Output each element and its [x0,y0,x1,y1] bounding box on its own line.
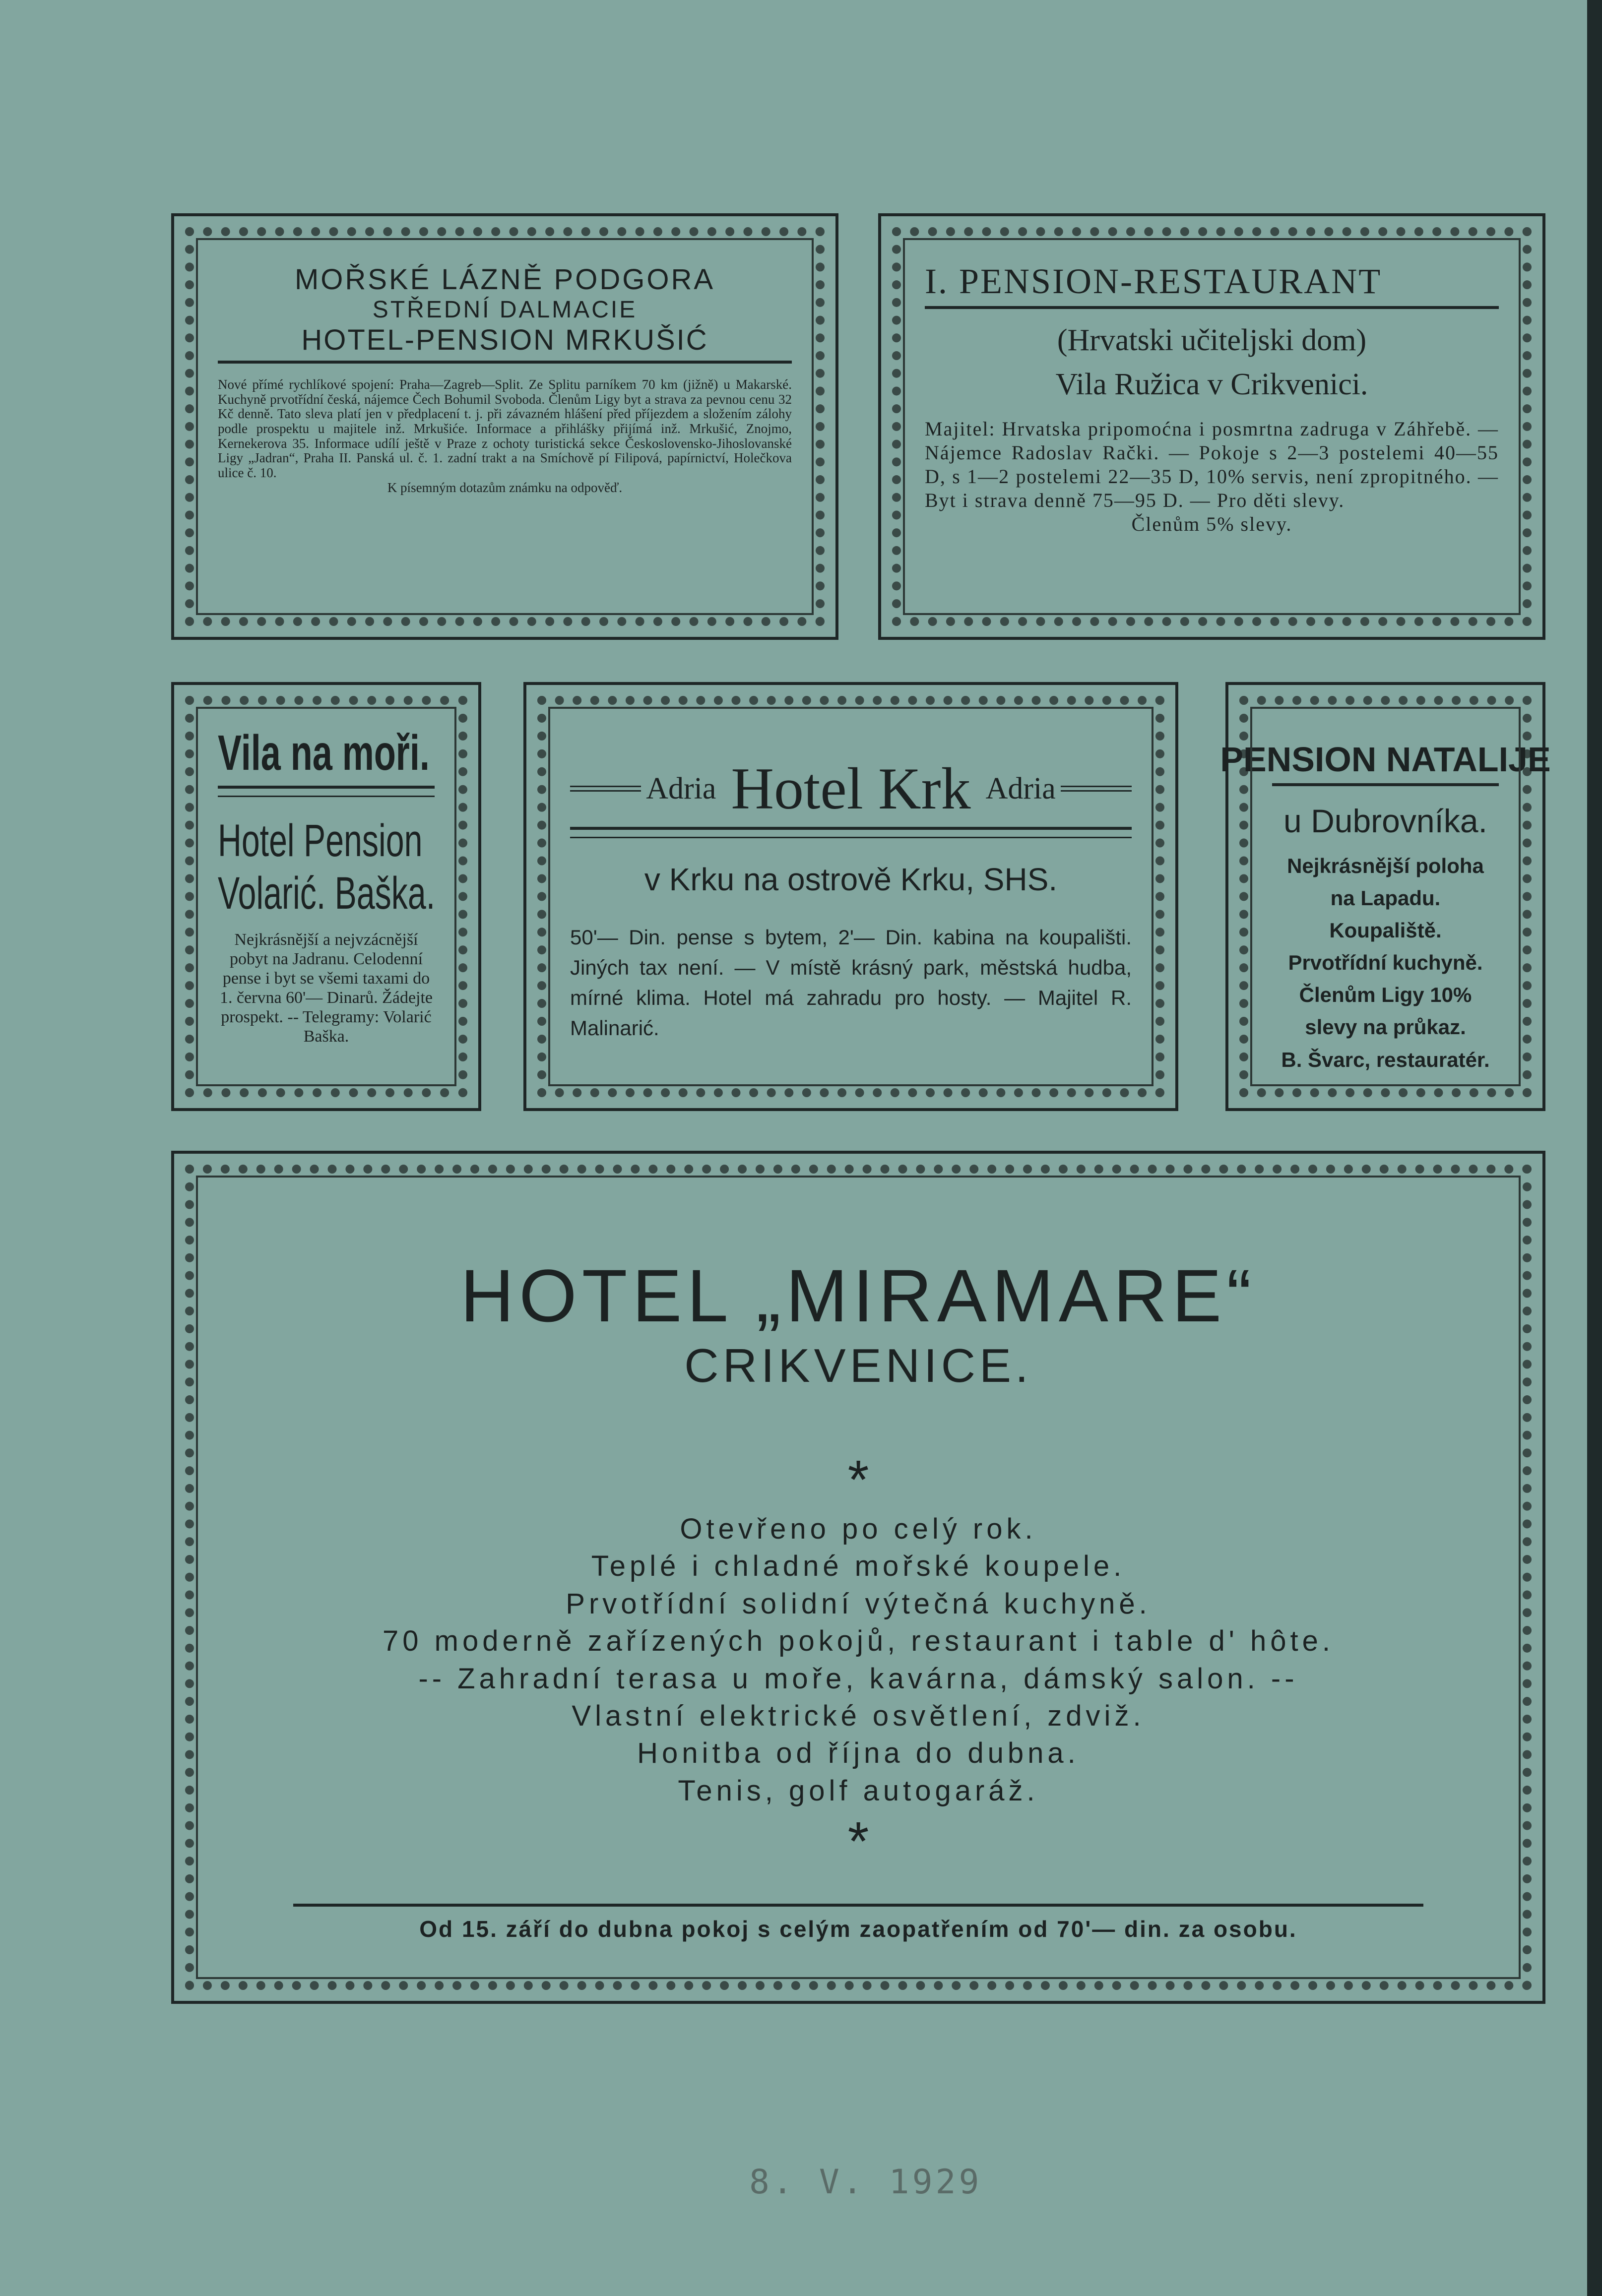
ad-podgora-region: STŘEDNÍ DALMACIE [372,297,638,323]
ad-natalije [1220,682,1551,1111]
ad-miramare-footer: Od 15. září do dubna pokoj s celým zaopatřením od 70'— din. za osobu. [293,1904,1423,1942]
ad-krk [523,682,1178,1111]
ad-podgora-hotel: HOTEL-PENSION MRKUŠIĆ [301,324,708,356]
ad-ruzica-villa: Vila Ružica v Crikvenici. [1055,368,1368,401]
ad-krk-body: 50'— Din. pense s bytem, 2'— Din. kabina na koupališti. Jiných tax není. — V místě krásný park, městská hudba, mírné klima. Hotel má zahradu pro hosty. — Majitel R. Malinarić. [570,926,1132,1040]
ad-miramare-line: Teplé i chladné mořské koupele. [591,1550,1126,1583]
ad-natalije-place: u Dubrovníka. [1283,803,1487,839]
ad-natalije-line: Členům Ligy 10% [1299,983,1472,1007]
ad-natalije-line: na Lapadu. Koupaliště. [1329,886,1442,942]
ad-miramare-title: HOTEL „MIRAMARE“ [460,1254,1257,1337]
ad-podgora-body: Nové přímé rychlíkové spojení: Praha—Zagreb—Split. Ze Splitu parníkem 70 km (jižně) u Makarské. Kuchyně prvotřídní česká, nájemce Čech Bohumil Svoboda. Členům Ligy byt a strava za pevnou cenu 32 Kč denně. Tato sleva platí jen v předplacení t. j. při závazném hlášení před příjezdem a složením zálohy podle prospektu u majitele inž. Mrkušiće. Informace a přihlášky přijímá inž. Mrkušić, Znojmo, Kernekerova 35. Informace udílí ještě v Praze z ochoty turistická sekce Československo-Jihoslovanské Ligy „Jadran“, Praha II. Panská ul. č. 1. zadní trakt a na Smíchově pí Filipová, papírnictví, Holečkova ulice č. 10. [218,377,792,481]
ad-podgora-footer: K písemným dotazům známku na odpověď. [387,480,623,495]
ad-podgora-title: MOŘSKÉ LÁZNĚ PODGORA [294,263,715,296]
ad-natalije-line: Nejkrásnější poloha [1287,854,1484,877]
ad-miramare [171,1151,1545,2004]
ad-miramare-line: Honitba od října do dubna. [637,1737,1080,1770]
ad-krk-adria-right: Adria [985,771,1056,806]
ad-ruzica-subtitle: (Hrvatski učiteljski dom) [1057,323,1367,357]
ad-krk-location: v Krku na ostrově Krku, SHS. [644,862,1058,897]
ad-miramare-line: Tenis, golf autogaráž. [678,1774,1039,1807]
date-stamp: 8. V. 1929 [749,2163,982,2202]
divider [1272,783,1499,786]
ad-natalije-line: B. Švarc, restauratér. [1281,1048,1490,1071]
ad-volaric-body: Nejkrásnější a nejvzácnější pobyt na Jadranu. Celodenní pense i byt se všemi taxami do 1. června 60'— Dinarů. Žádejte prospekt. -- Telegramy: Volarić Baška. [219,930,433,1046]
ad-krk-header [570,754,1132,823]
ad-natalije-body [1272,850,1499,1076]
ad-miramare-line: 70 moderně zařízených pokojů, restaurant i table d' hôte. [383,1625,1334,1658]
ad-miramare-city: CRIKVENICE. [684,1339,1032,1392]
ad-miramare-line: Vlastní elektrické osvětlení, zdviž. [572,1699,1145,1732]
ad-podgora [171,213,838,640]
ad-krk-adria-left: Adria [646,771,716,806]
ad-volaric-title: Vila na moři. [218,725,430,781]
divider [570,837,1132,838]
ad-ruzica-title: I. PENSION-RESTAURANT [925,261,1382,301]
ad-krk-title: Hotel Krk [731,755,971,821]
ad-natalije-line: Prvotřídní kuchyně. [1288,951,1483,975]
divider [570,827,1132,830]
ad-natalije-title: PENSION NATALIJE [1220,740,1551,779]
ad-ruzica [878,213,1545,640]
ad-miramare-line: -- Zahradní terasa u moře, kavárna, dámský salon. -- [418,1662,1298,1695]
ad-volaric-hotel: Hotel Pension [218,815,423,866]
ad-miramare-line: Prvotřídní solidní výtečná kuchyně. [566,1587,1151,1620]
divider [925,306,1499,309]
asterisk-icon: * [847,1449,869,1510]
ad-miramare-features [383,1510,1334,1809]
page-edge [1587,0,1602,2296]
divider [218,361,792,364]
asterisk-icon: * [847,1811,869,1872]
ad-volaric [171,682,481,1111]
divider [218,786,435,789]
ad-miramare-line: Otevřeno po celý rok. [680,1513,1037,1545]
ad-volaric-place: Volarić. Baška. [218,868,436,919]
ad-ruzica-footer: Členům 5% slevy. [1131,513,1292,535]
ad-ruzica-body: Majitel: Hrvatska pripomoćna i posmrtna zadruga v Záhřebě. — Nájemce Radoslav Rački. — Pokoje s 2—3 postelemi 40—55 D, s 1—2 postelemi 22—35 D, 10% servis, není zpropitného. — Byt i strava denně 75—95 D. — Pro děti slevy. [925,418,1499,511]
divider [218,796,435,797]
ad-natalije-line: slevy na průkaz. [1305,1015,1466,1039]
